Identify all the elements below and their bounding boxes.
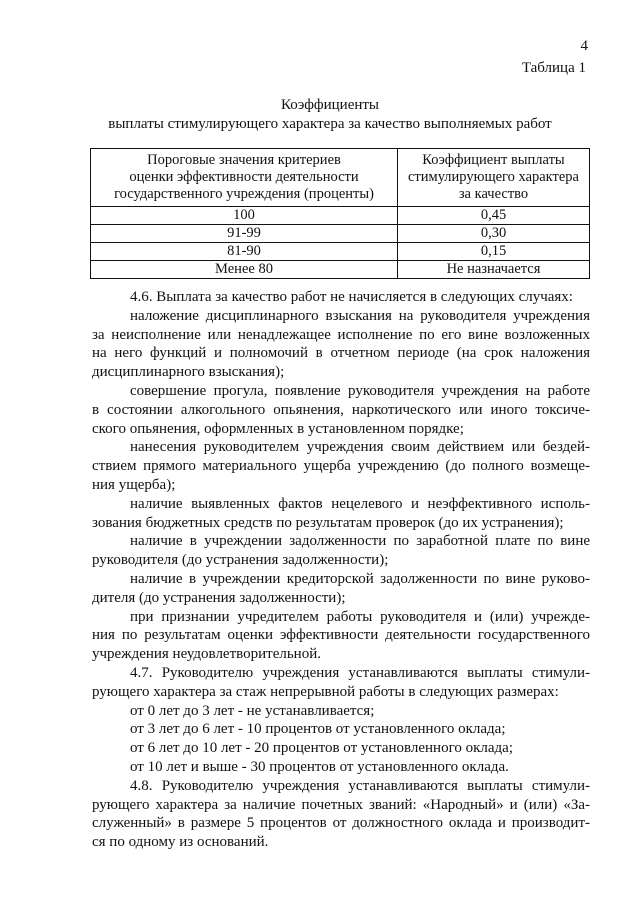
threshold-cell: Менее 80 — [91, 261, 398, 279]
body-text-line: от 6 лет до 10 лет - 20 процентов от установленного оклада; — [130, 740, 513, 757]
body-text-line: учреждения неудовлетворительной. — [92, 646, 321, 663]
table-title-line2: выплаты стимулирующего характера за качество выполняемых работ — [108, 116, 552, 132]
header-coefficient-line: Коэффициент выплаты — [422, 152, 565, 168]
body-text-line: рующего характера за стаж непрерывной работы в следующих размерах: — [92, 683, 559, 700]
table-label: Таблица 1 — [521, 60, 586, 76]
body-text-line: при признании учредителем работы руководителя и (или) учрежде- — [130, 608, 590, 625]
body-text-line: рующего характера за наличие почетных званий: «Народный» и (или) «За- — [92, 796, 590, 813]
body-text-line: наложение дисциплинарного взыскания на руководителя учреждения — [130, 307, 590, 324]
body-text — [92, 288, 590, 852]
body-text-line: на него функций и полномочий в отчетном периоде (на срок наложения — [92, 345, 590, 362]
body-text-line: от 0 лет до 3 лет - не устанавливается; — [130, 702, 375, 719]
header-threshold-line: Пороговые значения критериев — [147, 152, 341, 168]
body-text-line: дителя (до устранения задолженности); — [92, 589, 346, 606]
table-header-row — [91, 149, 590, 207]
body-text-line: совершение прогула, появление руководителя учреждения на работе — [130, 382, 590, 399]
threshold-cell: 91-99 — [91, 225, 398, 243]
coefficient-cell: 0,15 — [398, 243, 590, 261]
body-text-line: служенный» в размере 5 процентов от должностного оклада и производит- — [92, 815, 590, 832]
body-text-line: 4.7. Руководителю учреждения устанавливаются выплаты стимули- — [130, 664, 590, 681]
body-text-line: 4.8. Руководителю учреждения устанавливаются выплаты стимули- — [130, 777, 590, 794]
body-text-line: ся по одному из оснований. — [92, 834, 269, 851]
table-row — [91, 261, 590, 279]
body-text-line: ского опьянения, оформленных в установленном порядке; — [92, 420, 464, 437]
header-threshold-line: государственного учреждения (проценты) — [114, 186, 374, 202]
body-text-line: ния ущерба); — [92, 476, 176, 493]
threshold-cell: 81-90 — [91, 243, 398, 261]
table-title-line1: Коэффициенты — [280, 97, 380, 113]
body-text-line: наличие в учреждении кредиторской задолженности по вине руково- — [130, 570, 590, 587]
header-threshold-line: оценки эффективности деятельности — [129, 169, 359, 185]
body-text-line: нанесения руководителем учреждения своим действием или бездей- — [130, 439, 590, 456]
coefficient-cell: 0,30 — [398, 225, 590, 243]
table-row — [91, 207, 590, 225]
body-text-line: руководителя (до устранения задолженности); — [92, 552, 389, 569]
body-text-line: в состоянии алкогольного опьянения, наркотического или иного токсиче- — [92, 401, 590, 418]
body-text-line: ствием прямого материального ущерба учреждению (до полного возмеще- — [92, 458, 590, 475]
header-coefficient — [398, 149, 590, 207]
header-coefficient-line: стимулирующего характера — [407, 169, 579, 185]
body-text-line: от 10 лет и выше - 30 процентов от установленного оклада. — [130, 758, 509, 775]
coefficients-table — [90, 148, 590, 279]
header-coefficient-line: за качество — [458, 186, 529, 202]
body-text-line: наличие в учреждении задолженности по заработной плате по вине — [130, 533, 590, 550]
header-threshold — [91, 149, 398, 207]
table-row — [91, 243, 590, 261]
coefficient-cell: 0,45 — [398, 207, 590, 225]
coefficient-cell: Не назначается — [398, 261, 590, 279]
body-text-line: дисциплинарного взыскания); — [92, 364, 285, 381]
body-text-line: ния по результатам оценки эффективности деятельности государственного — [92, 627, 590, 644]
body-text-line: от 3 лет до 6 лет - 10 процентов от установленного оклада; — [130, 721, 506, 738]
table-row — [91, 225, 590, 243]
table-title — [0, 96, 640, 134]
body-text-line: наличие выявленных фактов нецелевого и неэффективного исполь- — [130, 495, 590, 512]
body-text-line: зования бюджетных средств по результатам проверок (до их устранения); — [92, 514, 564, 531]
body-text-line: 4.6. Выплата за качество работ не начисляется в следующих случаях: — [130, 289, 573, 305]
body-text-line: за неисполнение или ненадлежащее исполнение по его вине возложенных — [92, 326, 590, 343]
page-number: 4 — [580, 38, 588, 54]
threshold-cell: 100 — [91, 207, 398, 225]
